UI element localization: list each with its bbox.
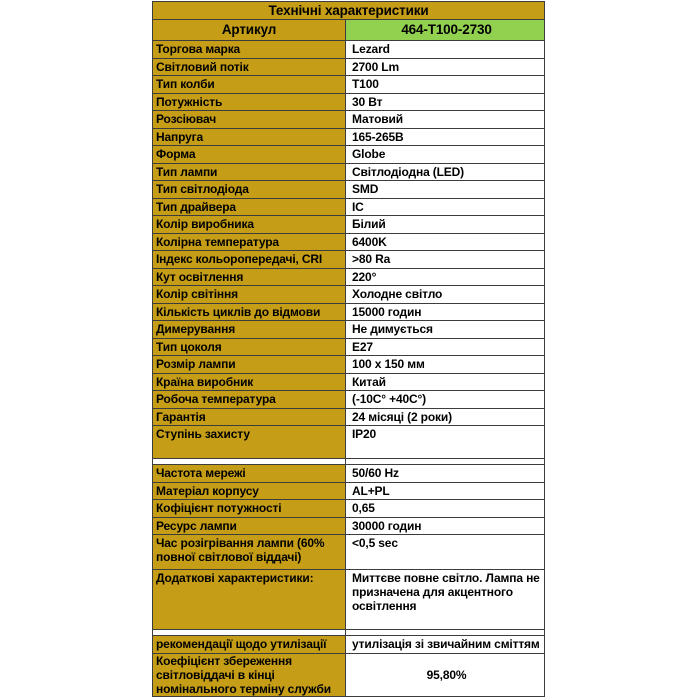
artikul-value: 464-T100-2730 bbox=[346, 20, 545, 41]
row-value: (-10C° +40C°) bbox=[346, 391, 545, 409]
row-value: Світлодіодна (LED) bbox=[346, 163, 545, 181]
row-label: Колір виробника bbox=[153, 216, 346, 234]
spec-row bbox=[153, 146, 545, 164]
spec-row-warmup-time bbox=[153, 535, 545, 570]
spec-row bbox=[153, 181, 545, 199]
row-label: Індекс кольоропередачі, CRI bbox=[153, 251, 346, 269]
row-value: IP20 bbox=[346, 426, 545, 459]
row-label: Розсіювач bbox=[153, 111, 346, 129]
row-value: AL+PL bbox=[346, 482, 545, 500]
spec-row-additional bbox=[153, 570, 545, 630]
spec-row bbox=[153, 198, 545, 216]
spec-row bbox=[153, 517, 545, 535]
row-label: Світловий потік bbox=[153, 58, 346, 76]
row-label: Час розігрівання лампи (60% повної світлової віддачі) bbox=[153, 535, 346, 570]
row-value: Холодне світло bbox=[346, 286, 545, 304]
row-label: Тип лампи bbox=[153, 163, 346, 181]
spec-row-lumen-maintenance bbox=[153, 653, 545, 696]
spec-row bbox=[153, 163, 545, 181]
spec-row bbox=[153, 251, 545, 269]
row-value: утилізація зі звичайним сміттям bbox=[346, 636, 545, 654]
spec-row bbox=[153, 93, 545, 111]
row-value: 0,65 bbox=[346, 500, 545, 518]
spec-row bbox=[153, 321, 545, 339]
row-label: Тип драйвера bbox=[153, 198, 346, 216]
spec-row bbox=[153, 338, 545, 356]
spec-row bbox=[153, 391, 545, 409]
spec-row bbox=[153, 482, 545, 500]
row-value: 24 місяці (2 роки) bbox=[346, 408, 545, 426]
row-label: Тип цоколя bbox=[153, 338, 346, 356]
row-label: Форма bbox=[153, 146, 346, 164]
row-label: Ступінь захисту bbox=[153, 426, 346, 459]
row-value: <0,5 sec bbox=[346, 535, 545, 570]
artikul-row bbox=[153, 20, 545, 41]
row-value: Білий bbox=[346, 216, 545, 234]
row-value: 2700 Lm bbox=[346, 58, 545, 76]
row-value: 165-265В bbox=[346, 128, 545, 146]
spec-row bbox=[153, 303, 545, 321]
row-label: Робоча температура bbox=[153, 391, 346, 409]
row-value: Lezard bbox=[346, 41, 545, 59]
row-label: рекомендації щодо утилізації bbox=[153, 636, 346, 654]
spec-row bbox=[153, 373, 545, 391]
artikul-label: Артикул bbox=[153, 20, 346, 41]
row-value: 15000 годин bbox=[346, 303, 545, 321]
row-value: >80 Ra bbox=[346, 251, 545, 269]
row-value: Не димується bbox=[346, 321, 545, 339]
row-value: Миттєве повне світло. Лампа не призначена для акцентного освітлення bbox=[346, 570, 545, 630]
row-value: Матовий bbox=[346, 111, 545, 129]
row-value: 100 x 150 мм bbox=[346, 356, 545, 374]
row-label: Кількість циклів до відмови bbox=[153, 303, 346, 321]
spec-row-recycling bbox=[153, 636, 545, 654]
table-title: Технічні характеристики bbox=[153, 2, 545, 20]
spec-row-ip-rating bbox=[153, 426, 545, 459]
row-label: Торгова марка bbox=[153, 41, 346, 59]
row-label: Напруга bbox=[153, 128, 346, 146]
row-value: 30 Вт bbox=[346, 93, 545, 111]
spec-row bbox=[153, 41, 545, 59]
row-label: Країна виробник bbox=[153, 373, 346, 391]
spec-row bbox=[153, 111, 545, 129]
row-value: T100 bbox=[346, 76, 545, 94]
row-value: 30000 годин bbox=[346, 517, 545, 535]
row-label: Колір світіння bbox=[153, 286, 346, 304]
spec-row bbox=[153, 128, 545, 146]
row-value: 220° bbox=[346, 268, 545, 286]
spec-row bbox=[153, 408, 545, 426]
row-value: 50/60 Hz bbox=[346, 465, 545, 483]
row-label: Колірна температура bbox=[153, 233, 346, 251]
row-value: SMD bbox=[346, 181, 545, 199]
spec-row bbox=[153, 500, 545, 518]
row-value: 95,80% bbox=[346, 653, 545, 696]
spec-row bbox=[153, 76, 545, 94]
row-value: 6400K bbox=[346, 233, 545, 251]
row-label: Потужність bbox=[153, 93, 346, 111]
row-label: Матеріал корпусу bbox=[153, 482, 346, 500]
row-label: Димерування bbox=[153, 321, 346, 339]
row-label: Кофіцієнт потужності bbox=[153, 500, 346, 518]
row-label: Ресурс лампи bbox=[153, 517, 346, 535]
spec-table bbox=[152, 1, 545, 697]
row-value: Globe bbox=[346, 146, 545, 164]
spec-row bbox=[153, 58, 545, 76]
table-header-row bbox=[153, 2, 545, 20]
row-label: Частота мережі bbox=[153, 465, 346, 483]
row-value: IC bbox=[346, 198, 545, 216]
spec-row bbox=[153, 356, 545, 374]
row-label: Гарантія bbox=[153, 408, 346, 426]
spec-row bbox=[153, 465, 545, 483]
spec-row bbox=[153, 216, 545, 234]
row-value: E27 bbox=[346, 338, 545, 356]
row-label: Тип колби bbox=[153, 76, 346, 94]
spec-row bbox=[153, 233, 545, 251]
row-label: Додаткові характеристики: bbox=[153, 570, 346, 630]
row-value: Китай bbox=[346, 373, 545, 391]
row-label: Тип світлодіода bbox=[153, 181, 346, 199]
spec-row bbox=[153, 268, 545, 286]
row-label: Коефіцієнт збереження світловіддачі в кінці номінального терміну служби bbox=[153, 653, 346, 696]
row-label: Розмір лампи bbox=[153, 356, 346, 374]
row-label: Кут освітлення bbox=[153, 268, 346, 286]
spec-row bbox=[153, 286, 545, 304]
